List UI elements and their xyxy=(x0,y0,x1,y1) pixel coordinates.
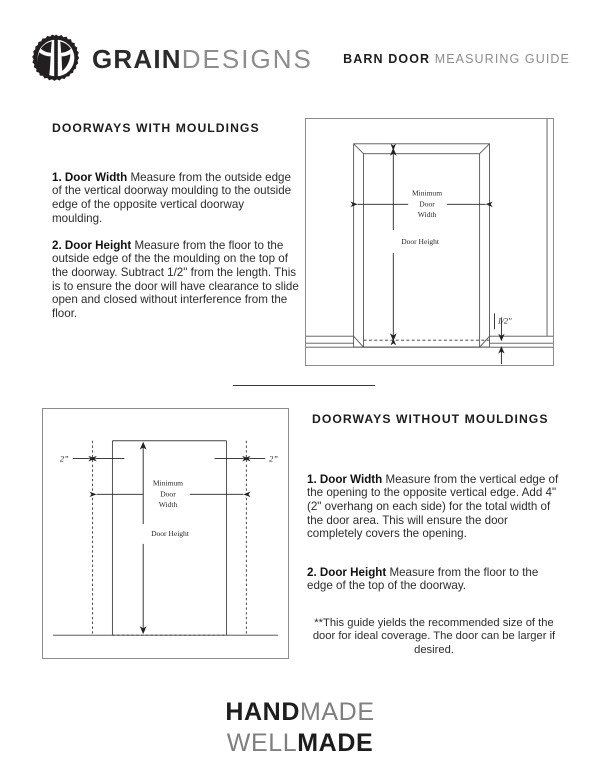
brand-wordmark-designs: DESIGNS xyxy=(181,44,313,74)
diagram2-door-height-label: Door Height xyxy=(151,528,189,538)
section-heading-without-mouldings: DOORWAYS WITHOUT MOULDINGS xyxy=(312,412,549,426)
diagram2-min-width-line3: Width xyxy=(158,500,178,510)
diagram1-min-width-line3: Width xyxy=(417,210,437,220)
guide-disclaimer-note: **This guide yields the recommended size of the door for ideal coverage. The door can be larger if desired. xyxy=(312,617,556,656)
guide-title-light-text: MEASURING GUIDE xyxy=(434,52,570,66)
page-footer-tagline xyxy=(0,697,600,758)
guide-title-bold: BARN DOOR xyxy=(343,52,431,66)
section2-item2-text: Measure from the floor to the edge of the top of the doorway. xyxy=(307,565,539,593)
section-divider xyxy=(233,385,375,386)
brand-wordmark xyxy=(92,46,313,72)
footer-made-2: MADE xyxy=(297,728,374,757)
brand-logo xyxy=(30,33,313,85)
diagram1-clearance-label: 1/2" xyxy=(497,316,512,326)
diagram2-min-width-line2: Door xyxy=(160,489,176,499)
diagram1-min-width-line1: Minimum xyxy=(411,188,443,198)
section1-item2-paragraph xyxy=(52,239,300,321)
section2-item2-paragraph xyxy=(307,566,559,593)
guide-title xyxy=(343,52,570,66)
doorway-without-mouldings-diagram xyxy=(42,408,289,659)
section1-item1-label: 1. Door Width xyxy=(52,170,128,184)
section-heading-with-mouldings: DOORWAYS WITH MOULDINGS xyxy=(52,121,260,135)
footer-hand: HAND xyxy=(225,698,300,726)
tree-ring-logo-icon xyxy=(30,33,82,85)
page-header xyxy=(0,0,600,96)
diagram1-door-height-label: Door Height xyxy=(401,236,440,246)
section2-item1-paragraph xyxy=(307,473,559,541)
section1-item2-text: Measure from the floor to the outside edge of the the moulding on the top of the doorway. Subtract 1/2" from the length. This is to ensure the door will have clearance to slide open and closed without interference from the floor. xyxy=(52,238,299,320)
section1-item2-label: 2. Door Height xyxy=(52,238,132,252)
section1-item1-paragraph xyxy=(52,171,292,226)
diagram2-min-width-line1: Minimum xyxy=(152,478,184,488)
doorway-with-mouldings-diagram xyxy=(305,118,554,366)
footer-line-1 xyxy=(0,697,600,728)
diagram1-min-width-line2: Door xyxy=(419,199,435,209)
diagram2-overhang-right-label: 2” xyxy=(269,454,278,464)
footer-line-2 xyxy=(0,728,600,759)
section2-item1-label: 1. Door Width xyxy=(307,472,383,486)
brand-wordmark-grain: GRAIN xyxy=(92,44,182,74)
footer-made-1: MADE xyxy=(299,698,375,726)
section2-item1-text: Measure from the vertical edge of the opening to the opposite vertical edge. Add 4" (2" overhang on each side) for the total width of the door area. This will ensure the door completely covers the opening. xyxy=(307,472,559,541)
footer-well: WELL xyxy=(226,728,298,757)
diagram2-overhang-left-label: 2” xyxy=(59,454,69,464)
section2-item2-label: 2. Door Height xyxy=(307,565,387,579)
section1-item1-text: Measure from the outside edge of the vertical doorway moulding to the outside edge of the opposite vertical doorway moulding. xyxy=(52,170,292,225)
